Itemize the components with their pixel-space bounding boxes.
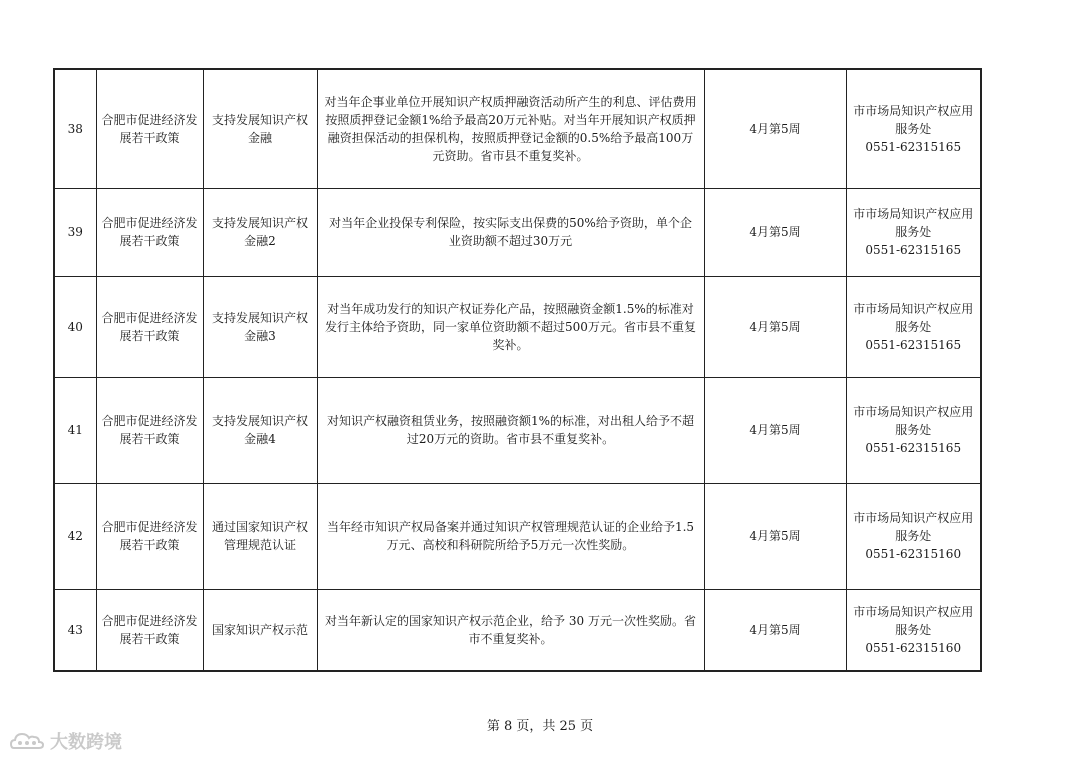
policy-name: 合肥市促进经济发展若干政策: [96, 589, 203, 671]
table-row: [54, 589, 981, 671]
phone-number: 0551-62315160: [865, 640, 962, 655]
watermark: [10, 728, 122, 754]
policy-name: 合肥市促进经济发展若干政策: [96, 483, 203, 589]
contact-cell: [846, 276, 981, 377]
contact-cell: [846, 188, 981, 276]
contact-cell: [846, 589, 981, 671]
item-content: 对知识产权融资租赁业务，按照融资额1%的标准，对出租人给予不超过20万元的资助。省市县不重复奖补。: [317, 377, 704, 483]
item-name: 支持发展知识产权金融: [203, 69, 317, 188]
row-number: 38: [54, 69, 96, 188]
policy-name: 合肥市促进经济发展若干政策: [96, 69, 203, 188]
row-number: 43: [54, 589, 96, 671]
table-row: [54, 69, 981, 188]
department: 市市场局知识产权应用服务处: [853, 604, 974, 637]
phone-number: 0551-62315165: [865, 441, 962, 455]
item-name: 支持发展知识产权金融3: [203, 276, 317, 377]
row-number: 39: [54, 188, 96, 276]
item-content: 对当年新认定的国家知识产权示范企业，给予 30 万元一次性奖励。省市不重复奖补。: [317, 589, 704, 671]
policy-table: [53, 68, 982, 672]
watermark-text: 大数跨境: [50, 732, 122, 753]
schedule-time: 4月第5周: [704, 377, 846, 483]
contact-cell: [846, 377, 981, 483]
table-row: [54, 276, 981, 377]
department: 市市场局知识产权应用服务处: [853, 511, 974, 543]
item-content: 当年经市知识产权局备案并通过知识产权管理规范认证的企业给予1.5万元、高校和科研院所给予5万元一次性奖励。: [317, 483, 704, 589]
item-content: 对当年企事业单位开展知识产权质押融资活动所产生的利息、评估费用按照质押登记金额1%给予最高20万元补贴。对当年开展知识产权质押融资担保活动的担保机构，按照质押登记金额的0.5%给予最高100万元资助。省市县不重复奖补。: [317, 69, 704, 188]
row-number: 42: [54, 483, 96, 589]
cloud-logo-icon: [10, 730, 44, 752]
schedule-time: 4月第5周: [704, 589, 846, 671]
item-content: 对当年企业投保专利保险，按实际支出保费的50%给予资助，单个企业资助额不超过30万元: [317, 188, 704, 276]
policy-name: 合肥市促进经济发展若干政策: [96, 188, 203, 276]
table-row: [54, 483, 981, 589]
department: 市市场局知识产权应用服务处: [853, 405, 974, 437]
item-name: 支持发展知识产权金融2: [203, 188, 317, 276]
department: 市市场局知识产权应用服务处: [853, 301, 974, 334]
department: 市市场局知识产权应用服务处: [853, 207, 974, 239]
contact-cell: [846, 69, 981, 188]
schedule-time: 4月第5周: [704, 188, 846, 276]
row-number: 40: [54, 276, 96, 377]
department: 市市场局知识产权应用服务处: [853, 103, 974, 136]
schedule-time: 4月第5周: [704, 69, 846, 188]
table-row: [54, 188, 981, 276]
item-content: 对当年成功发行的知识产权证券化产品，按照融资金额1.5%的标准对发行主体给予资助，同一家单位资助额不超过500万元。省市县不重复奖补。: [317, 276, 704, 377]
schedule-time: 4月第5周: [704, 276, 846, 377]
item-name: 通过国家知识产权管理规范认证: [203, 483, 317, 589]
phone-number: 0551-62315165: [865, 337, 962, 352]
table-row: [54, 377, 981, 483]
phone-number: 0551-62315165: [865, 139, 962, 154]
page-number: 第 8 页，共 25 页: [486, 719, 594, 734]
row-number: 41: [54, 377, 96, 483]
policy-name: 合肥市促进经济发展若干政策: [96, 276, 203, 377]
contact-cell: [846, 483, 981, 589]
item-name: 支持发展知识产权金融4: [203, 377, 317, 483]
phone-number: 0551-62315165: [865, 243, 962, 257]
item-name: 国家知识产权示范: [203, 589, 317, 671]
policy-name: 合肥市促进经济发展若干政策: [96, 377, 203, 483]
phone-number: 0551-62315160: [865, 547, 962, 561]
schedule-time: 4月第5周: [704, 483, 846, 589]
